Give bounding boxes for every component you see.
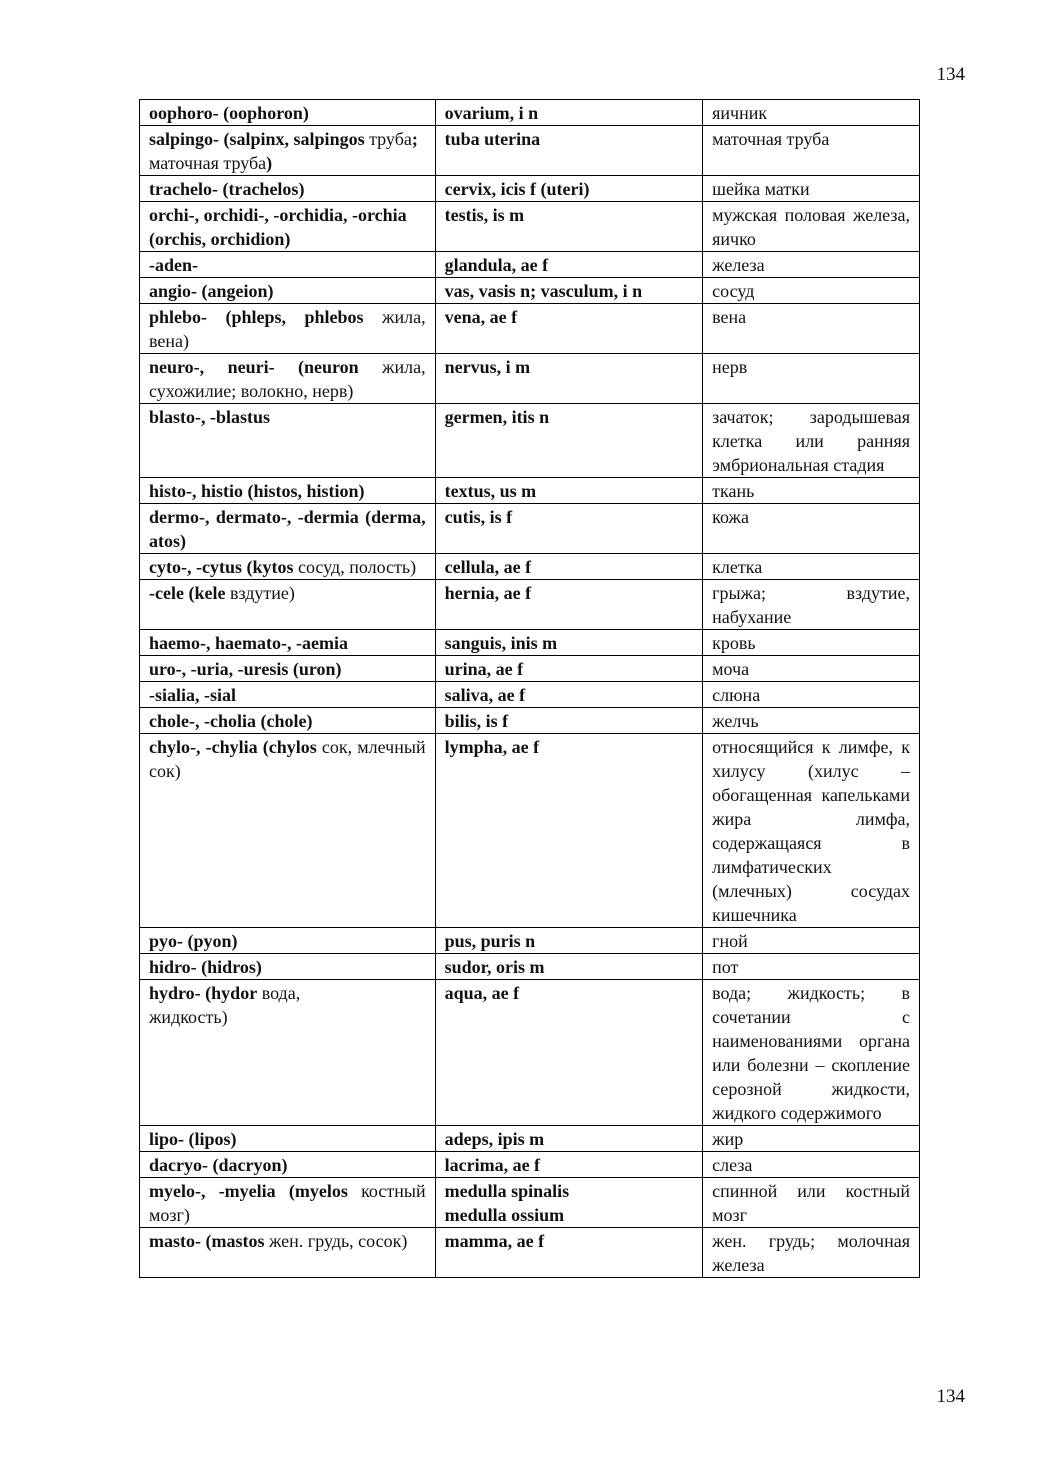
greek-root-cell [140,580,436,630]
greek-root-cell [140,252,436,278]
meaning-cell: желчь [703,708,920,734]
latin-term-cell [435,630,703,656]
latin-term-cell [435,478,703,504]
latin-term: textus, us m [444,481,537,501]
meaning-cell: жен. грудь; молочная железа [703,1228,920,1278]
latin-term: medulla spinalis [444,1181,570,1201]
latin-term-cell [435,708,703,734]
root-text: angio- (angeion) [149,281,274,301]
greek-root-cell [140,202,436,252]
root-text: oophoro- (oophoron) [149,103,309,123]
root-text: сок, млечный сок) [149,737,426,781]
greek-root-cell [140,980,436,1126]
root-text: маточная труба [149,153,267,173]
greek-root-cell [140,954,436,980]
meaning-cell: кровь [703,630,920,656]
latin-term: germen, itis n [444,407,550,427]
table-row [140,478,920,504]
meaning-cell: яичник [703,100,920,126]
latin-term: urina, ae f [444,659,524,679]
latin-term: pus, puris n [444,931,536,951]
meaning-cell: относящийся к лимфе, к хилусу (хилус – обогащенная капельками жира лимфа, содержащаяся в лимфатических (млечных) сосудах кишечника [703,734,920,928]
root-text: сосуд, полость) [293,557,417,577]
latin-term-cell [435,354,703,404]
meaning-cell: зачаток; зародышевая клетка или ранняя эмбриональная стадия [703,404,920,478]
root-text: труба [364,129,412,149]
latin-term-cell [435,202,703,252]
greek-root-cell [140,1152,436,1178]
latin-term-cell [435,580,703,630]
latin-term: nervus, i m [444,357,531,377]
table-row [140,980,920,1126]
meaning-cell: грыжа; вздутие, набухание [703,580,920,630]
greek-root-cell [140,504,436,554]
table-row [140,682,920,708]
root-text: dermo-, dermato-, -dermia (derma, atos) [149,507,426,551]
latin-term-cell [435,656,703,682]
latin-term-cell [435,1152,703,1178]
latin-term-cell [435,980,703,1126]
latin-term-cell [435,554,703,580]
meaning-cell: вена [703,304,920,354]
greek-root-cell [140,278,436,304]
latin-term-cell [435,734,703,928]
latin-term: testis, is m [444,205,525,225]
root-text: salpingo- (salpinx, salpingos [149,129,365,149]
latin-term: hernia, ae f [444,583,532,603]
root-text: haemo-, haemato-, -aemia [149,633,348,653]
root-text: жила, сухожилие; волокно, нерв) [149,357,426,401]
greek-root-cell [140,734,436,928]
root-text: -aden- [149,255,198,275]
greek-root-cell [140,928,436,954]
root-text: chole-, -cholia (chole) [149,711,313,731]
latin-term-cell [435,252,703,278]
latin-term: saliva, ae f [444,685,526,705]
root-text: -cele (kele [149,583,226,603]
root-text: жен. грудь, сосок) [264,1231,408,1251]
greek-root-cell [140,1228,436,1278]
meaning-cell: кожа [703,504,920,554]
greek-root-cell [140,404,436,478]
root-text: жила, вена) [149,307,426,351]
greek-root-cell [140,708,436,734]
greek-root-cell [140,354,436,404]
root-text: hidro- (hidros) [149,957,262,977]
latin-term: cervix, icis f (uteri) [444,179,590,199]
root-text: вздутие) [225,583,295,603]
meaning-cell: вода; жидкость; в сочетании с наименованиями органа или болезни – скопление серозной жидкости, жидкого содержимого [703,980,920,1126]
table-row [140,708,920,734]
root-text: костный мозг) [149,1181,426,1225]
latin-term-cell [435,304,703,354]
meaning-cell: мужская половая железа, яичко [703,202,920,252]
meaning-cell: пот [703,954,920,980]
root-text: ; [411,129,418,149]
meaning-cell: гной [703,928,920,954]
root-text: ) [266,153,273,173]
table-row [140,1152,920,1178]
table-row [140,580,920,630]
greek-root-cell [140,100,436,126]
meaning-cell: слюна [703,682,920,708]
latin-term: lympha, ae f [444,737,540,757]
greek-root-cell [140,656,436,682]
root-text: жидкость) [149,1007,228,1027]
table-row [140,100,920,126]
table-row [140,278,920,304]
table-row [140,404,920,478]
root-text: myelo-, -myelia (myelos [149,1181,348,1201]
meaning-cell: ткань [703,478,920,504]
root-text: hydro- (hydor [149,983,258,1003]
table-row [140,630,920,656]
latin-term-cell [435,404,703,478]
meaning-cell: клетка [703,554,920,580]
root-text: вода, [257,983,301,1003]
root-text: pyo- (pyon) [149,931,238,951]
latin-term: vas, vasis n; vasculum, i n [444,281,643,301]
root-text: neuro-, neuri- (neuron [149,357,359,377]
root-text: uro-, -uria, -uresis (uron) [149,659,342,679]
table-row [140,954,920,980]
greek-root-cell [140,126,436,176]
latin-term: tuba uterina [444,129,541,149]
terminology-table [139,99,920,1278]
table-row [140,928,920,954]
table-row [140,1228,920,1278]
table-row [140,176,920,202]
table-row [140,554,920,580]
latin-term-cell [435,176,703,202]
latin-term-cell [435,504,703,554]
root-text: phlebo- (phleps, phlebos [149,307,364,327]
table-row [140,1126,920,1152]
latin-term-cell [435,1228,703,1278]
table-row [140,252,920,278]
table-row [140,354,920,404]
latin-term: ovarium, i n [444,103,539,123]
root-text: cyto-, -cytus (kytos [149,557,294,577]
greek-root-cell [140,630,436,656]
meaning-cell: маточная труба [703,126,920,176]
latin-term: aqua, ae f [444,983,520,1003]
latin-term-cell [435,682,703,708]
latin-term-cell [435,954,703,980]
table-body [140,100,920,1278]
table-row [140,126,920,176]
root-text: blasto-, -blastus [149,407,271,427]
meaning-cell: железа [703,252,920,278]
latin-term: cutis, is f [444,507,513,527]
greek-root-cell [140,554,436,580]
latin-term-cell [435,928,703,954]
greek-root-cell [140,176,436,202]
greek-root-cell [140,1178,436,1228]
meaning-cell: шейка матки [703,176,920,202]
meaning-cell: сосуд [703,278,920,304]
table-row [140,202,920,252]
root-text: trachelo- (trachelos) [149,179,305,199]
latin-term-cell [435,1178,703,1228]
root-text: dacryo- (dacryon) [149,1155,288,1175]
latin-term: glandula, ae f [444,255,549,275]
root-text: masto- (mastos [149,1231,265,1251]
greek-root-cell [140,1126,436,1152]
latin-term: adeps, ipis m [444,1129,545,1149]
latin-term-cell [435,1126,703,1152]
page-number-bottom: 134 [936,1386,965,1407]
latin-term: bilis, is f [444,711,509,731]
root-text: chylo-, -chylia (chylos [149,737,317,757]
meaning-cell: слеза [703,1152,920,1178]
greek-root-cell [140,304,436,354]
latin-term: medulla ossium [444,1205,565,1225]
latin-term-cell [435,278,703,304]
table-row [140,304,920,354]
table-row [140,656,920,682]
table-row [140,1178,920,1228]
latin-term: sanguis, inis m [444,633,558,653]
meaning-cell: жир [703,1126,920,1152]
meaning-cell: моча [703,656,920,682]
root-text: (orchis, orchidion) [149,229,291,249]
latin-term-cell [435,126,703,176]
root-text: -sialia, -sial [149,685,237,705]
latin-term: vena, ae f [444,307,518,327]
table-row [140,734,920,928]
latin-term: lacrima, ae f [444,1155,541,1175]
latin-term: sudor, oris m [444,957,545,977]
meaning-cell: спинной или костный мозг [703,1178,920,1228]
greek-root-cell [140,682,436,708]
meaning-cell: нерв [703,354,920,404]
latin-term-cell [435,100,703,126]
root-text: orchi-, orchidi-, -orchidia, -orchia [149,205,407,225]
root-text: lipo- (lipos) [149,1129,237,1149]
greek-root-cell [140,478,436,504]
page-number-top: 134 [936,64,965,85]
root-text: histo-, histio (histos, histion) [149,481,365,501]
latin-term: mamma, ae f [444,1231,545,1251]
latin-term: cellula, ae f [444,557,532,577]
table-row [140,504,920,554]
